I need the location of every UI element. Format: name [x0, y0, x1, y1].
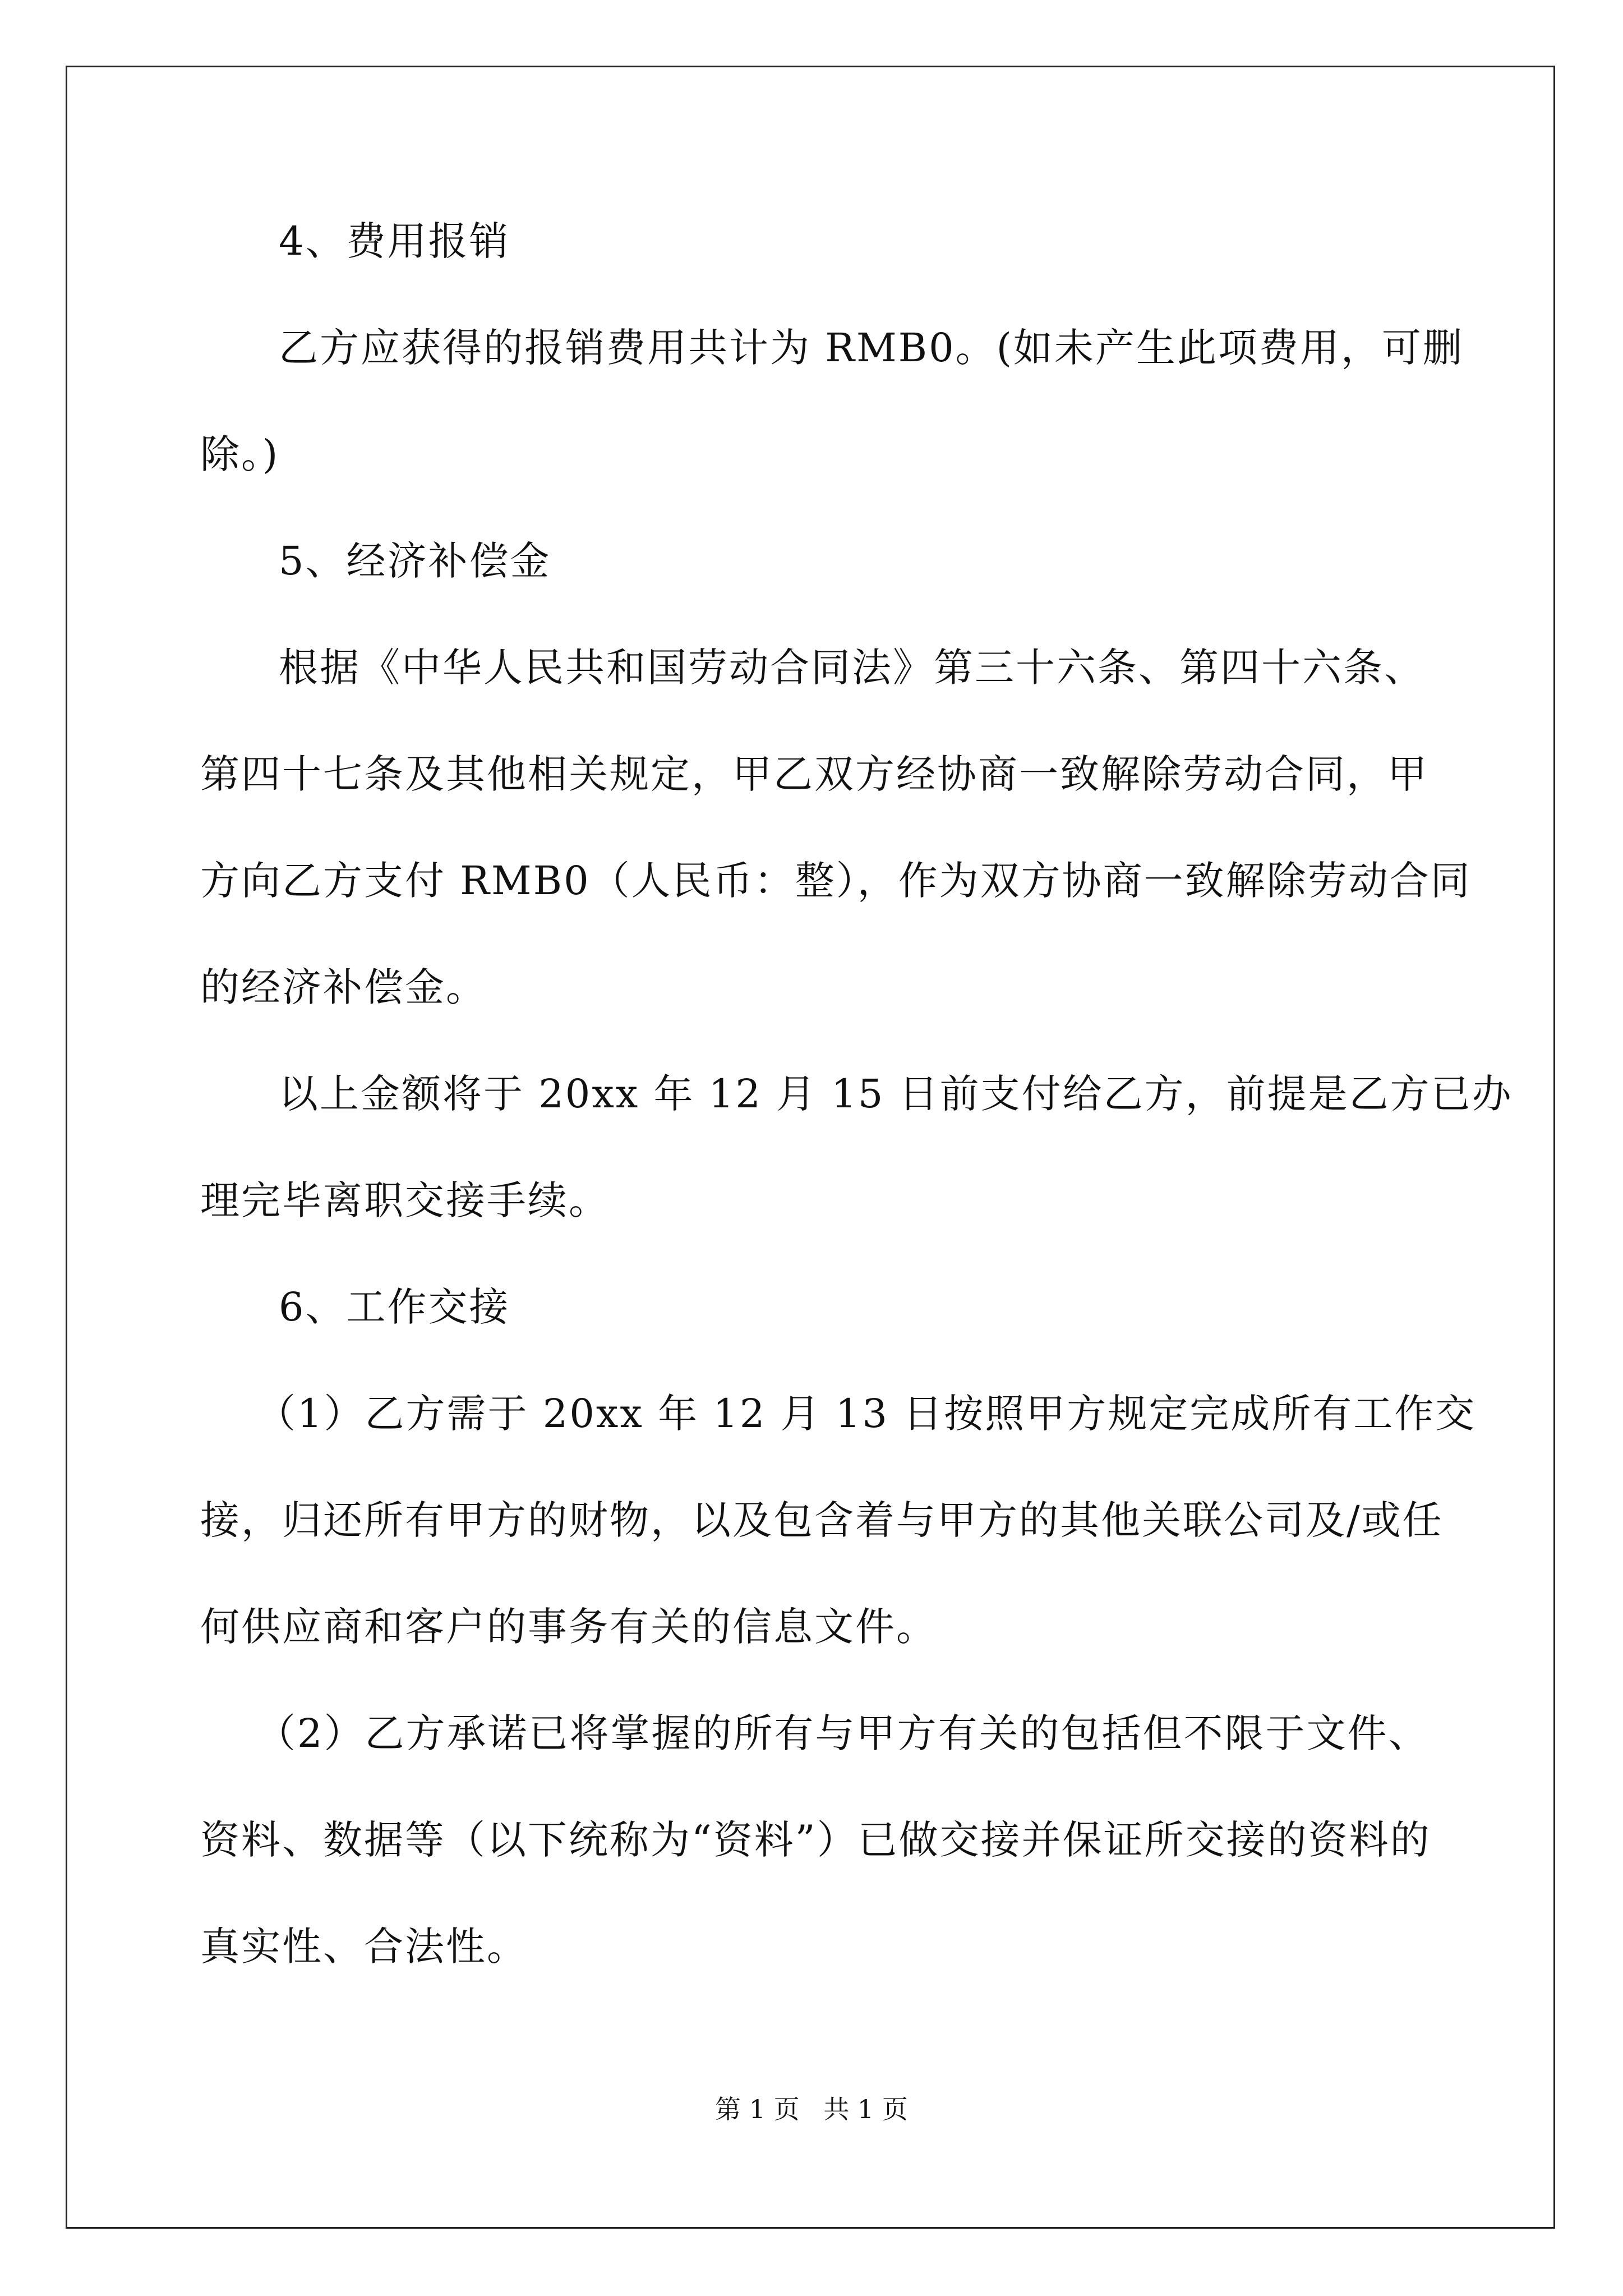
- paragraph-line: （1）乙方需于 20xx 年 12 月 13 日按照甲方规定完成所有工作交: [256, 1391, 1477, 1437]
- paragraph-line: 何供应商和客户的事务有关的信息文件。: [200, 1604, 937, 1650]
- paragraph-line: （2）乙方承诺已将掌握的所有与甲方有关的包括但不限于文件、: [256, 1710, 1430, 1756]
- paragraph-line: 理完毕离职交接手续。: [200, 1177, 610, 1223]
- paragraph-line: 真实性、合法性。: [200, 1924, 528, 1970]
- paragraph-line: 根据《中华人民共和国劳动合同法》第三十六条、第四十六条、: [279, 645, 1425, 691]
- paragraph-line: 接，归还所有甲方的财物，以及包含着与甲方的其他关联公司及/或任: [200, 1497, 1444, 1543]
- section-heading-6: 6、工作交接: [279, 1284, 510, 1330]
- page-border: [66, 66, 1555, 2229]
- paragraph-line: 的经济补偿金。: [200, 964, 487, 1010]
- paragraph-line: 除。): [200, 431, 280, 477]
- paragraph-line: 以上金额将于 20xx 年 12 月 15 日前支付给乙方，前提是乙方已办: [279, 1071, 1513, 1117]
- paragraph-line: 方向乙方支付 RMB0（人民币：整），作为双方协商一致解除劳动合同: [200, 858, 1472, 904]
- section-heading-4: 4、费用报销: [279, 218, 510, 264]
- paragraph-line: 乙方应获得的报销费用共计为 RMB0。(如未产生此项费用，可删: [279, 325, 1464, 371]
- section-heading-5: 5、经济补偿金: [279, 538, 551, 584]
- paragraph-line: 第四十七条及其他相关规定，甲乙双方经协商一致解除劳动合同，甲: [200, 751, 1428, 797]
- page-number: 第 1 页: [715, 2094, 800, 2124]
- page-footer: [0, 2092, 1623, 2126]
- paragraph-line: 资料、数据等（以下统称为“资料”）已做交接并保证所交接的资料的: [200, 1817, 1431, 1863]
- page-total: 共 1 页: [823, 2094, 908, 2124]
